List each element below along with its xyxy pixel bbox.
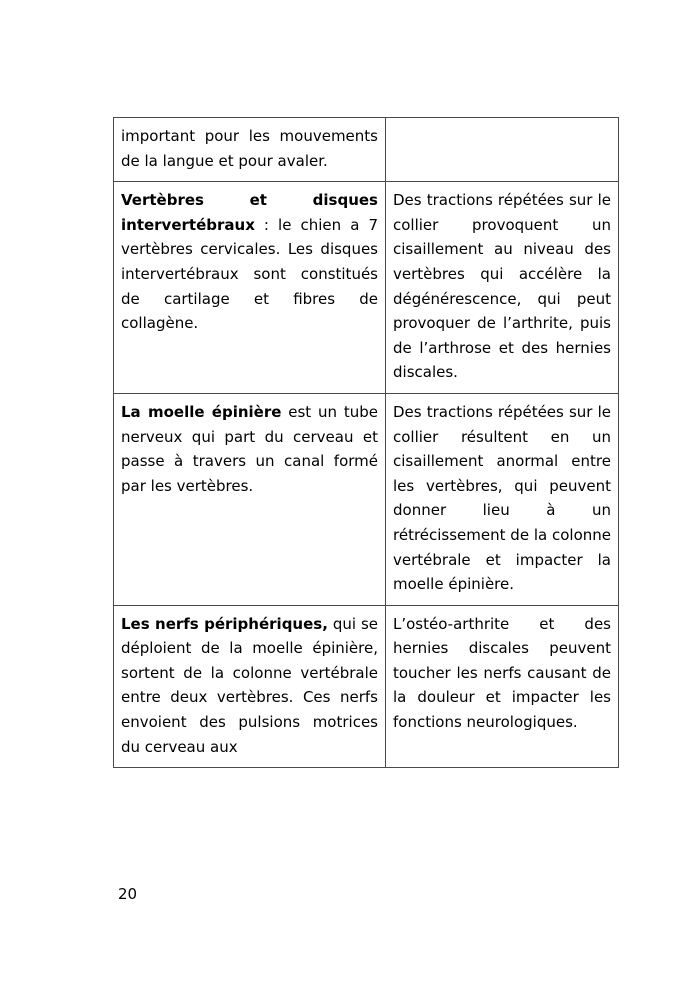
cell-body-text: important pour les mouvements de la langue et pour avaler.	[121, 127, 378, 170]
cell-body-text: est un tube nerveux qui part du cerveau et passe à travers un canal formé par les vertèbres.	[121, 402, 378, 495]
cell-bold-lead: Vertèbres et disques intervertébraux	[121, 191, 378, 234]
table-cell-anatomy	[114, 393, 386, 605]
table-cell-effects	[386, 605, 619, 768]
cell-body-text: : le chien a 7 vertèbres cervicales. Les disques intervertébraux sont constitués de cartilage et fibres de collagène.	[121, 215, 378, 333]
cell-paragraph	[121, 124, 378, 173]
table-row	[114, 118, 619, 182]
table-cell-effects	[386, 393, 619, 605]
cell-bold-lead: La moelle épinière	[121, 402, 282, 421]
cell-paragraph: Des tractions répétées sur le collier provoquent un cisaillement au niveau des vertèbres qui accélère la dégénérescence, qui peut provoquer de l’arthrite, puis de l’arthrose et des hernies discales.	[393, 191, 611, 382]
cell-paragraph	[121, 188, 378, 336]
cell-paragraph	[121, 400, 378, 498]
table-cell-anatomy	[114, 118, 386, 182]
page-number: 20	[118, 885, 138, 903]
table-row	[114, 605, 619, 768]
table-body	[114, 118, 619, 768]
table-cell-anatomy	[114, 605, 386, 768]
cell-bold-lead: Les nerfs périphériques,	[121, 614, 328, 633]
cell-body-text: qui se déploient de la moelle épinière, sortent de la colonne vertébrale entre deux vertèbres. Ces nerfs envoient des pulsions motrices du cerveau aux	[121, 614, 378, 756]
table-row	[114, 182, 619, 394]
cell-paragraph: Des tractions répétées sur le collier résultent en un cisaillement anormal entre les vertèbres, qui peuvent donner lieu à un rétrécissement de la colonne vertébrale et impacter la moelle épinière.	[393, 402, 611, 594]
table-cell-effects	[386, 182, 619, 394]
cell-paragraph: L’ostéo-arthrite et des hernies discales peuvent toucher les nerfs causant de la douleur et impacter les fonctions neurologiques.	[393, 614, 611, 732]
content-table	[113, 117, 619, 768]
cell-paragraph	[121, 612, 378, 760]
table-cell-effects	[386, 118, 619, 182]
table-cell-anatomy	[114, 182, 386, 394]
table-row	[114, 393, 619, 605]
